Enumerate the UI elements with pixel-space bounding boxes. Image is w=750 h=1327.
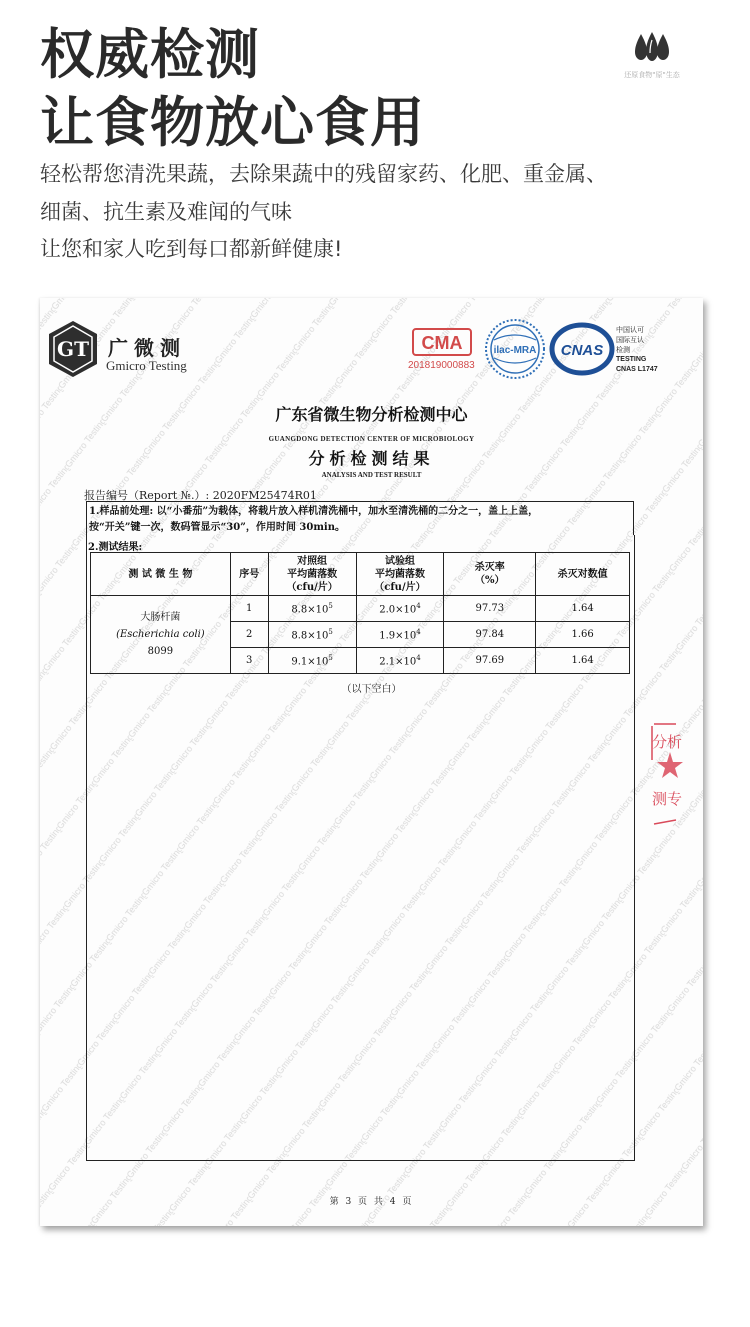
row-seq: 2 [230,622,268,648]
frame-border-bottom [86,1160,635,1161]
center-name-cn: 广东省微生物分析检测中心 [275,405,468,424]
cma-logo-icon [412,328,472,356]
cnas-info-line: 中国认可 [616,326,644,334]
ilac-logo-text: ilac-MRA [493,345,537,356]
organism-strain: 8099 [147,646,174,657]
row-kill-rate: 97.73 [444,596,536,622]
row-control-count: $9.1\times 10^5$ [268,648,356,674]
ilac-mra-logo-icon [484,318,546,380]
blank-below-note: （以下空白） [341,684,402,695]
intro-line-1: 轻松帮您清洗果蔬，去除果蔬中的残留家药、化肥、重金属、 [40,162,607,186]
column-header-log-value: 杀灭对数值 [536,553,630,596]
column-header-kill-rate: 杀灭率 （%） [444,553,536,596]
cnas-info-line: 检测 [616,346,630,354]
row-control-count: $8.8\times 10^5$ [268,596,356,622]
water-drops-icon [632,30,672,64]
row-kill-rate: 97.84 [444,622,536,648]
row-seq: 1 [230,596,268,622]
table-row [91,596,630,622]
cnas-logo-text: CNAS [560,342,604,359]
gmicro-logo-icon [47,320,99,378]
organism-name-latin: (Escherichia coli) [116,629,205,640]
page-title-line1: 权威检测 [40,23,260,86]
results-table [90,552,630,674]
row-test-count: $1.9\times 10^4$ [356,622,444,648]
pretreatment-line-1: 1.样品前处理: 以“小番茄”为载体，将载片放入样机清洗桶中，加水至清洗桶的二分之一，盖上上盖， [89,506,539,517]
row-test-count: $2.0\times 10^4$ [356,596,444,622]
page-number: 第 3 页 共 4 页 [329,1197,414,1207]
row-control-count: $8.8\times 10^5$ [268,622,356,648]
pretreatment-box [86,501,634,535]
results-heading: 2.测试结果: [88,542,143,553]
center-name-en: GUANGDONG DETECTION CENTER OF MICROBIOLOGY [268,435,475,443]
red-seal-stamp [648,720,683,830]
cnas-info-line: 国际互认 [616,336,644,344]
cma-number: 201819000883 [408,360,475,371]
row-log-value: 1.64 [536,596,630,622]
row-seq: 3 [230,648,268,674]
cnas-accreditation-info [616,325,658,375]
intro-line-3: 让您和家人吃到每口都新鲜健康! [40,237,343,261]
frame-border-left [86,535,87,1160]
company-name-en: Gmicro Testing [106,358,187,373]
brand-tagline: 还原食物"原"生态 [624,71,680,79]
cnas-info-line: TESTING [616,356,647,363]
row-log-value: 1.64 [536,648,630,674]
cma-logo-text: CMA [421,333,463,353]
company-name-cn: 广微测 [108,336,186,360]
page-title-line2: 让食物放心食用 [40,91,425,154]
cnas-logo-icon [550,323,614,375]
row-test-count: $2.1\times 10^4$ [356,648,444,674]
report-number: 报告编号（Report №.）: 2020FM25474R01 [84,489,317,502]
stamp-text-bottom: 测专 [652,790,683,808]
intro-line-2: 细菌、抗生素及难闻的气味 [40,200,292,224]
cnas-info-line: CNAS L1747 [616,366,658,373]
pretreatment-line-2: 按“开关”键一次，数码管显示“30”，作用时间 30min。 [89,522,345,533]
frame-border-right [634,535,635,1160]
column-header-control: 对照组 平均菌落数 （cfu/片） [268,553,356,596]
row-kill-rate: 97.69 [444,648,536,674]
test-report-document [40,298,703,1226]
organism-name-cn: 大肠杆菌 [140,612,181,623]
table-header-row [91,553,630,596]
row-log-value: 1.66 [536,622,630,648]
result-title-cn: 分析检测结果 [308,449,435,468]
result-title-en: ANALYSIS AND TEST RESULT [321,471,422,479]
column-header-test: 试验组 平均菌落数 （cfu/片） [356,553,444,596]
column-header-seq: 序号 [230,553,268,596]
gmicro-logo-text: GT [57,337,89,361]
organism-cell [91,596,231,674]
stamp-text-top: 分析 [652,733,683,751]
column-header-organism: 测 试 微 生 物 [91,553,231,596]
